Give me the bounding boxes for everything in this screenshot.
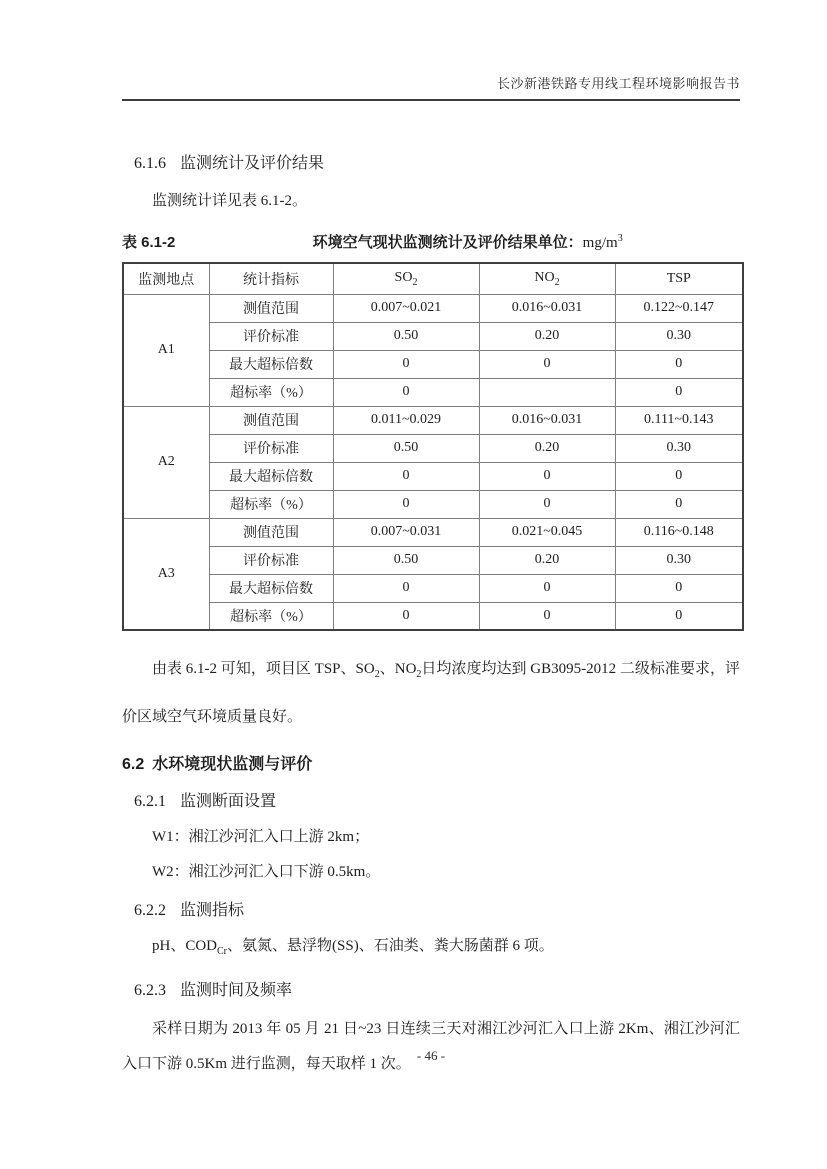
table-header-row: [123, 263, 743, 294]
location-cell: A2: [123, 406, 209, 518]
heading-number: 6.1.6: [134, 155, 166, 172]
air-quality-table: [122, 262, 744, 631]
table-row: 最大超标倍数 0 0 0: [123, 350, 743, 378]
heading-number: 6.2.2: [134, 902, 166, 919]
table-row: 最大超标倍数 0 0 0: [123, 574, 743, 602]
col-header-so2: $SO_2$: [333, 263, 479, 294]
table-row: A2 测值范围 0.011~0.029 0.016~0.031 0.111~0.143: [123, 406, 743, 434]
table-title: 环境空气现状监测统计及评价结果单位：$mg/m^3$: [312, 233, 623, 251]
conclusion-paragraph: 由表 6.1-2 可知，项目区 TSP、$SO_2$、$NO_2$日均浓度均达到 GB3095-2012 二级标准要求，评价区域空气环境质量良好。: [122, 661, 740, 725]
col-header-no2: $NO_2$: [479, 263, 615, 294]
table-row: 最大超标倍数 0 0 0: [123, 462, 743, 490]
header-rule: [122, 99, 740, 101]
heading-text: 监测断面设置: [180, 793, 277, 810]
heading-6-1-6: [122, 153, 740, 175]
heading-6-2-3: [122, 980, 740, 1002]
running-header: [122, 0, 740, 101]
table-row: 评价标准 0.50 0.20 0.30: [123, 322, 743, 350]
heading-number: 6.2.1: [134, 793, 166, 810]
page-content: [122, 0, 740, 1097]
report-title: 长沙新港铁路专用线工程环境影响报告书: [496, 76, 740, 91]
table-row: 超标率（%） 0 0 0: [123, 490, 743, 518]
monitoring-point-w1: W1：湘江沙河汇入口上游 2km；: [152, 829, 370, 845]
table-label: 表 6.1-2: [122, 234, 176, 251]
table-row: A1 测值范围 0.007~0.021 0.016~0.031 0.122~0.147: [123, 294, 743, 322]
col-header-location: 监测地点: [123, 263, 209, 294]
page-number: - 46 -: [416, 1048, 446, 1063]
heading-text: 水环境现状监测与评价: [152, 756, 313, 773]
heading-number: 6.2: [122, 756, 145, 773]
intro-paragraph: 监测统计详见表 6.1-2。: [152, 193, 307, 209]
table-row: 评价标准 0.50 0.20 0.30: [123, 434, 743, 462]
table-row: 超标率（%） 0 0 0: [123, 602, 743, 630]
heading-6-2-2: [122, 900, 740, 922]
location-cell: A1: [123, 294, 209, 406]
heading-text: 监测指标: [180, 902, 245, 919]
indicators-paragraph: pH、$COD_{Cr}$、氨氮、悬浮物(SS)、石油类、粪大肠菌群 6 项。: [152, 938, 554, 957]
col-header-indicator: 统计指标: [209, 263, 333, 294]
monitoring-point-w2: W2：湘江沙河汇入口下游 0.5km。: [152, 864, 381, 880]
table-row: 评价标准 0.50 0.20 0.30: [123, 546, 743, 574]
col-header-tsp: TSP: [615, 263, 743, 294]
heading-text: 监测时间及频率: [180, 982, 293, 999]
heading-6-2: [122, 754, 740, 776]
sampling-paragraph: 采样日期为 2013 年 05 月 21 日~23 日连续三天对湘江沙河汇入口上游 2Km、湘江沙河汇入口下游 0.5Km 进行监测，每天取样 1 次。: [122, 1021, 740, 1072]
location-cell: A3: [123, 518, 209, 630]
heading-6-2-1: [122, 791, 740, 813]
table-row: A3 测值范围 0.007~0.031 0.021~0.045 0.116~0.148: [123, 518, 743, 546]
table-unit: $mg/m^3$: [582, 233, 623, 251]
heading-number: 6.2.3: [134, 982, 166, 999]
heading-text: 监测统计及评价结果: [180, 155, 325, 172]
table-row: 超标率（%） 0 0: [123, 378, 743, 406]
table-caption: [122, 228, 740, 254]
